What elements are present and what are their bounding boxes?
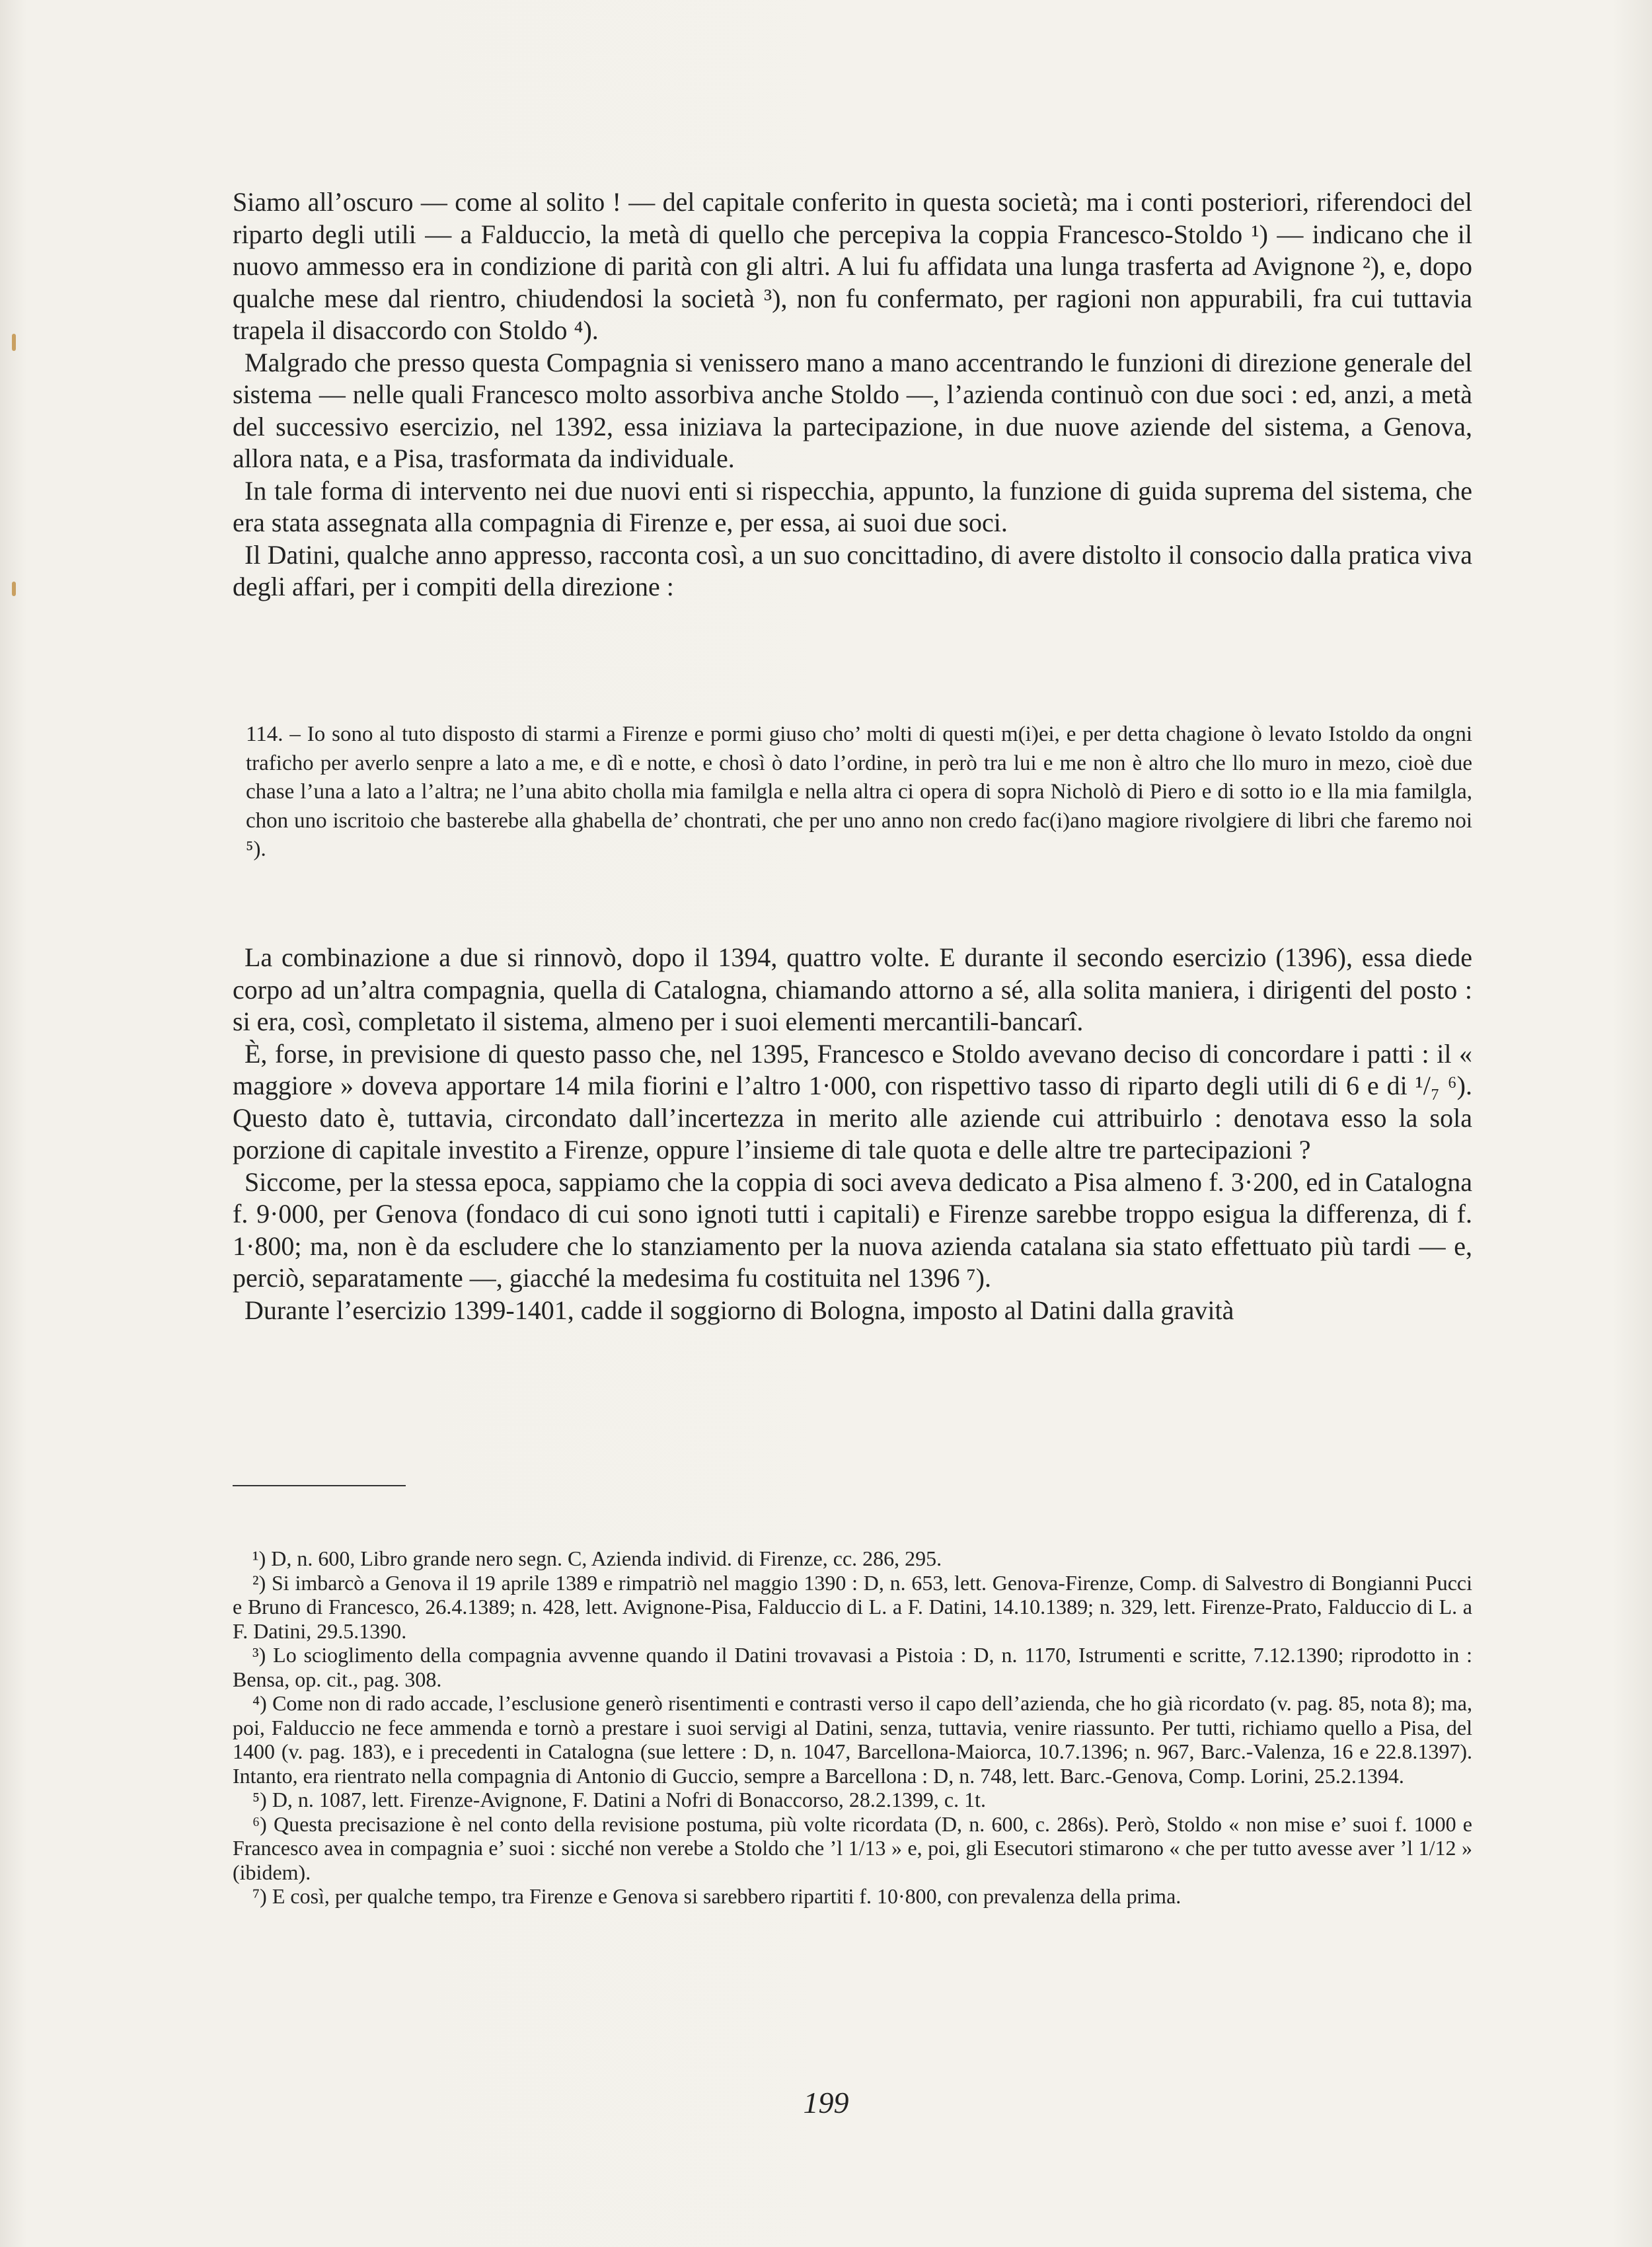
body-section-top [233,186,1472,603]
block-quote [246,720,1472,864]
footnote-separator [233,1485,406,1486]
paragraph: È, forse, in previsione di questo passo che, nel 1395, Francesco e Stoldo avevano deciso di concordare i patti : il « maggiore » doveva apportare 14 mila fiorini e l’altro 1·000, con rispettivo tasso di riparto degli utili di 6 e di ¹/₇ ⁶). Questo dato è, tuttavia, circondato dall’incertezza in merito alle aziende cui attribuirlo : denotava esso la sola porzione di capitale investito a Firenze, oppure l’insieme di tale quota e delle altre tre partecipazioni ? [233,1038,1472,1164]
footnote: ⁴) Come non di rado accade, l’esclusione generò risentimenti e contrasti verso il capo dell’azienda, che ho già ricordato (v. pag. 85, nota 8); ma, poi, Falduccio ne fece ammenda e tornò a prestare i suoi servigi al Datini, senza, tuttavia, venire riassunto. Per tutti, richiamo quello a Pisa, del 1400 (v. pag. 183), e i precedenti in Catalogna (sue lettere : D, n. 1047, Barcellona-Maiorca, 10.7.1396; n. 967, Barc.-Valenza, 16 e 22.8.1397). Intanto, era rientrato nella compagnia di Antonio di Guccio, sempre a Barcellona : D, n. 748, lett. Barc.-Genova, Comp. Lorini, 25.2.1394. [233,1691,1472,1788]
paragraph: Il Datini, qualche anno appresso, racconta così, a un suo concittadino, di avere distolto il consocio dalla pratica viva degli affari, per i compiti della direzione : [233,539,1472,601]
margin-mark [12,334,16,351]
footnote: ⁷) E così, per qualche tempo, tra Firenze e Genova si sarebbero ripartiti f. 10·800, con prevalenza della prima. [252,1884,1182,1908]
footnotes [233,1546,1472,1909]
paragraph: Malgrado che presso questa Compagnia si venissero mano a mano accentrando le funzioni di direzione generale del sistema — nelle quali Francesco molto assorbiva anche Stoldo —, l’azienda continuò con due soci : ed, anzi, a metà del successivo esercizio, nel 1392, essa iniziava la partecipazione, in due nuove aziende del sistema, a Genova, allora nata, e a Pisa, trasformata da individuale. [233,347,1472,473]
paragraph: Durante l’esercizio 1399-1401, cadde il soggiorno di Bologna, imposto al Datini dalla gravità [244,1295,1234,1325]
footnote: ¹) D, n. 600, Libro grande nero segn. C, Azienda individ. di Firenze, cc. 286, 295. [252,1546,942,1570]
paragraph: La combinazione a due si rinnovò, dopo il 1394, quattro volte. E durante il secondo esercizio (1396), essa diede corpo ad un’altra compagnia, quella di Catalogna, chiamando attorno a sé, alla solita maniera, i dirigenti del posto : si era, così, completato il sistema, almeno per i suoi elementi mercantili-bancarî. [233,942,1472,1036]
quote-text: 114. – Io sono al tuto disposto di starmi a Firenze e pormi giuso cho’ molti di questi m(i)ei, e per detta chagione ò levato Istoldo da ongni traficho per averlo senpre a lato a me, e dì e notte, e chosì ò dato l’ordine, in però tra lui e me non è altro che llo muro in mezo, cioè due chase l’una a lato a l’altra; ne l’una abito cholla mia familgla e nella altra ci opera di sopra Nicholò di Piero e di sotto io e lla mia familgla, chon uno iscritoio che basterebe alla ghabella de’ chontrati, che per uno anno non credo fac(i)ano magiore rivolgiere di libri che faremo noi ⁵). [246,722,1472,861]
paragraph: Siccome, per la stessa epoca, sappiamo che la coppia di soci aveva dedicato a Pisa almeno f. 3·200, ed in Catalogna f. 9·000, per Genova (fondaco di cui sono ignoti tutti i capitali) e Firenze sarebbe troppo esigua la differenza, di f. 1·800; ma, non è da escludere che lo stanziamento per la nuova azienda catalana sia stato effettuato più tardi — e, perciò, separatamente —, giacché la medesima fu costituita nel 1396 ⁷). [233,1166,1472,1293]
footnote: ⁵) D, n. 1087, lett. Firenze-Avignone, F. Datini a Nofri di Bonaccorso, 28.2.1399, c. 1t. [252,1788,987,1811]
paragraph: Siamo all’oscuro — come al solito ! — del capitale conferito in questa società; ma i conti posteriori, riferendoci del riparto degli utili — a Falduccio, la metà di quello che percepiva la coppia Francesco-Stoldo ¹) — indicano che il nuovo ammesso era in condizione di parità con gli altri. A lui fu affidata una lunga trasferta ad Avignone ²), e, dopo qualche mese dal rientro, chiudendosi la società ³), non fu confermato, per ragioni non appurabili, fra cui tuttavia trapela il disaccordo con Stoldo ⁴). [233,187,1472,345]
footnote: ⁶) Questa precisazione è nel conto della revisione postuma, più volte ricordata (D, n. 600, c. 286s). Però, Stoldo « non mise e’ suoi f. 1000 e Francesco avea in compagnia e’ suoi : sicché non verebe a Stoldo che ’l 1/13 » e, poi, gli Esecutori stimarono « che per tutto avesse aver ’l 1/12 » (ibidem). [233,1811,1472,1884]
paragraph: In tale forma di intervento nei due nuovi enti si rispecchia, appunto, la funzione di guida suprema del sistema, che era stata assegnata alla compagnia di Firenze e, per essa, ai suoi due soci. [233,475,1472,537]
body-section-bottom [233,942,1472,1326]
page-number: 199 [803,2086,849,2119]
footnote: ³) Lo scioglimento della compagnia avvenne quando il Datini trovavasi a Pistoia : D, n. 1170, Istrumenti e scritte, 7.12.1390; riprodotto in : Bensa, op. cit., pag. 308. [233,1643,1472,1691]
margin-mark [12,582,16,596]
footnote: ²) Si imbarcò a Genova il 19 aprile 1389 e rimpatriò nel maggio 1390 : D, n. 653, lett. Genova-Firenze, Comp. di Salvestro di Bongianni Pucci e Bruno di Francesco, 26.4.1389; n. 428, lett. Avignone-Pisa, Falduccio di L. a F. Datini, 14.10.1389; n. 329, lett. Firenze-Prato, Falduccio di L. a F. Datini, 29.5.1390. [233,1570,1472,1643]
